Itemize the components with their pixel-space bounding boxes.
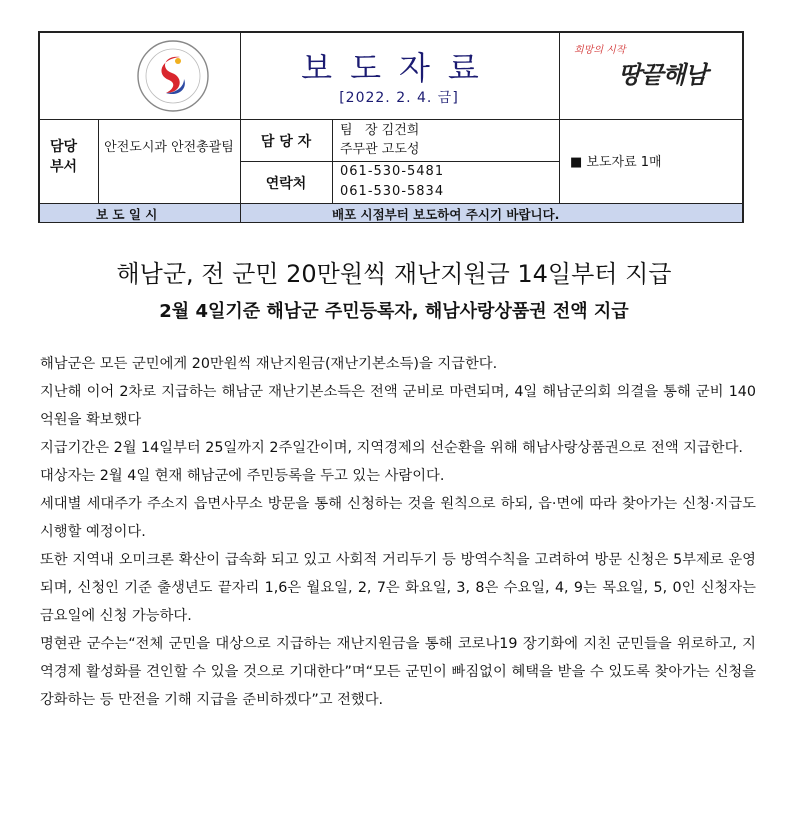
paragraph: 해남군은 모든 군민에게 20만원씩 재난지원금(재난기본소득)을 지급한다. bbox=[40, 356, 498, 372]
divider bbox=[240, 204, 241, 222]
manager-label: 담 당 자 bbox=[260, 134, 312, 150]
divider bbox=[559, 119, 560, 203]
paragraph: 명현관 군수는“전체 군민을 대상으로 지급하는 재난지원금을 통해 코로나19 장기화에 지친 군민들을 위로하고, 지역경제 활성화를 견인할 수 있을 것으로 기대한다”며“모든 군민이 빠짐없이 혜택을 받을 수 있도록 찾아가는 신청을 강화하는 등 만전을 기해 지급을 준비하겠다”고 전했다. bbox=[40, 636, 756, 708]
contact-phone-2: 061-530-5834 bbox=[340, 184, 445, 199]
paragraph: 대상자는 2월 4일 현재 해남군에 주민등록을 두고 있는 사람이다. bbox=[40, 468, 445, 484]
press-release-header bbox=[38, 31, 744, 223]
paragraph: 또한 지역내 오미크론 확산이 급속화 되고 있고 사회적 거리두기 등 방역수칙을 고려하여 방문 신청은 5부제로 운영되며, 신청인 기준 출생년도 끝자리 1,6은 월요일, 2, 7은 화요일, 3, 8은 수요일, 4, 9는 목요일, 5, 0인 신청자는 금요일에 신청 가능하다. bbox=[40, 552, 756, 624]
manager-line-1: 팀 장 김건희 bbox=[340, 123, 420, 138]
county-brand-logo: 땅끝해남 bbox=[618, 61, 707, 89]
release-date: [2022. 2. 4. 금] bbox=[339, 90, 459, 106]
subheadline: 2월 4일기준 해남군 주민등록자, 해남사랑상품권 전액 지급 bbox=[159, 301, 629, 322]
contact-label: 연락처 bbox=[265, 176, 307, 192]
page-count: ■ 보도자료 1매 bbox=[570, 155, 662, 170]
divider bbox=[559, 33, 560, 119]
article-body bbox=[40, 350, 756, 714]
divider bbox=[98, 119, 99, 203]
county-slogan: 희망의 시작 bbox=[574, 45, 626, 56]
release-time-label: 보 도 일 시 bbox=[96, 207, 158, 222]
paragraph: 지급기간은 2월 14일부터 25일까지 2주일간이며, 지역경제의 선순환을 위해 해남사랑상품권으로 전액 지급한다. bbox=[40, 440, 743, 456]
release-time-bar bbox=[40, 203, 742, 222]
paragraph: 세대별 세대주가 주소지 읍면사무소 방문을 통해 신청하는 것을 원칙으로 하되, 읍·면에 따라 찾아가는 신청·지급도 시행할 예정이다. bbox=[40, 496, 756, 540]
haenam-emblem-logo bbox=[136, 39, 210, 113]
dept-label: 담당부서 bbox=[50, 139, 78, 175]
document-title: 보도자료 bbox=[301, 49, 497, 87]
headline: 해남군, 전 군민 20만원씩 재난지원금 14일부터 지급 bbox=[116, 260, 672, 288]
release-time-value: 배포 시점부터 보도하여 주시기 바랍니다. bbox=[332, 207, 560, 222]
dept-value: 안전도시과 안전총괄팀 bbox=[104, 140, 234, 155]
contact-phone-1: 061-530-5481 bbox=[340, 164, 445, 179]
paragraph: 지난해 이어 2차로 지급하는 해남군 재난기본소득은 전액 군비로 마련되며, 4일 해남군의회 의결을 통해 군비 140억원을 확보했다 bbox=[40, 384, 756, 428]
manager-line-2: 주무관 고도성 bbox=[340, 142, 420, 157]
header-top-row bbox=[40, 33, 742, 120]
